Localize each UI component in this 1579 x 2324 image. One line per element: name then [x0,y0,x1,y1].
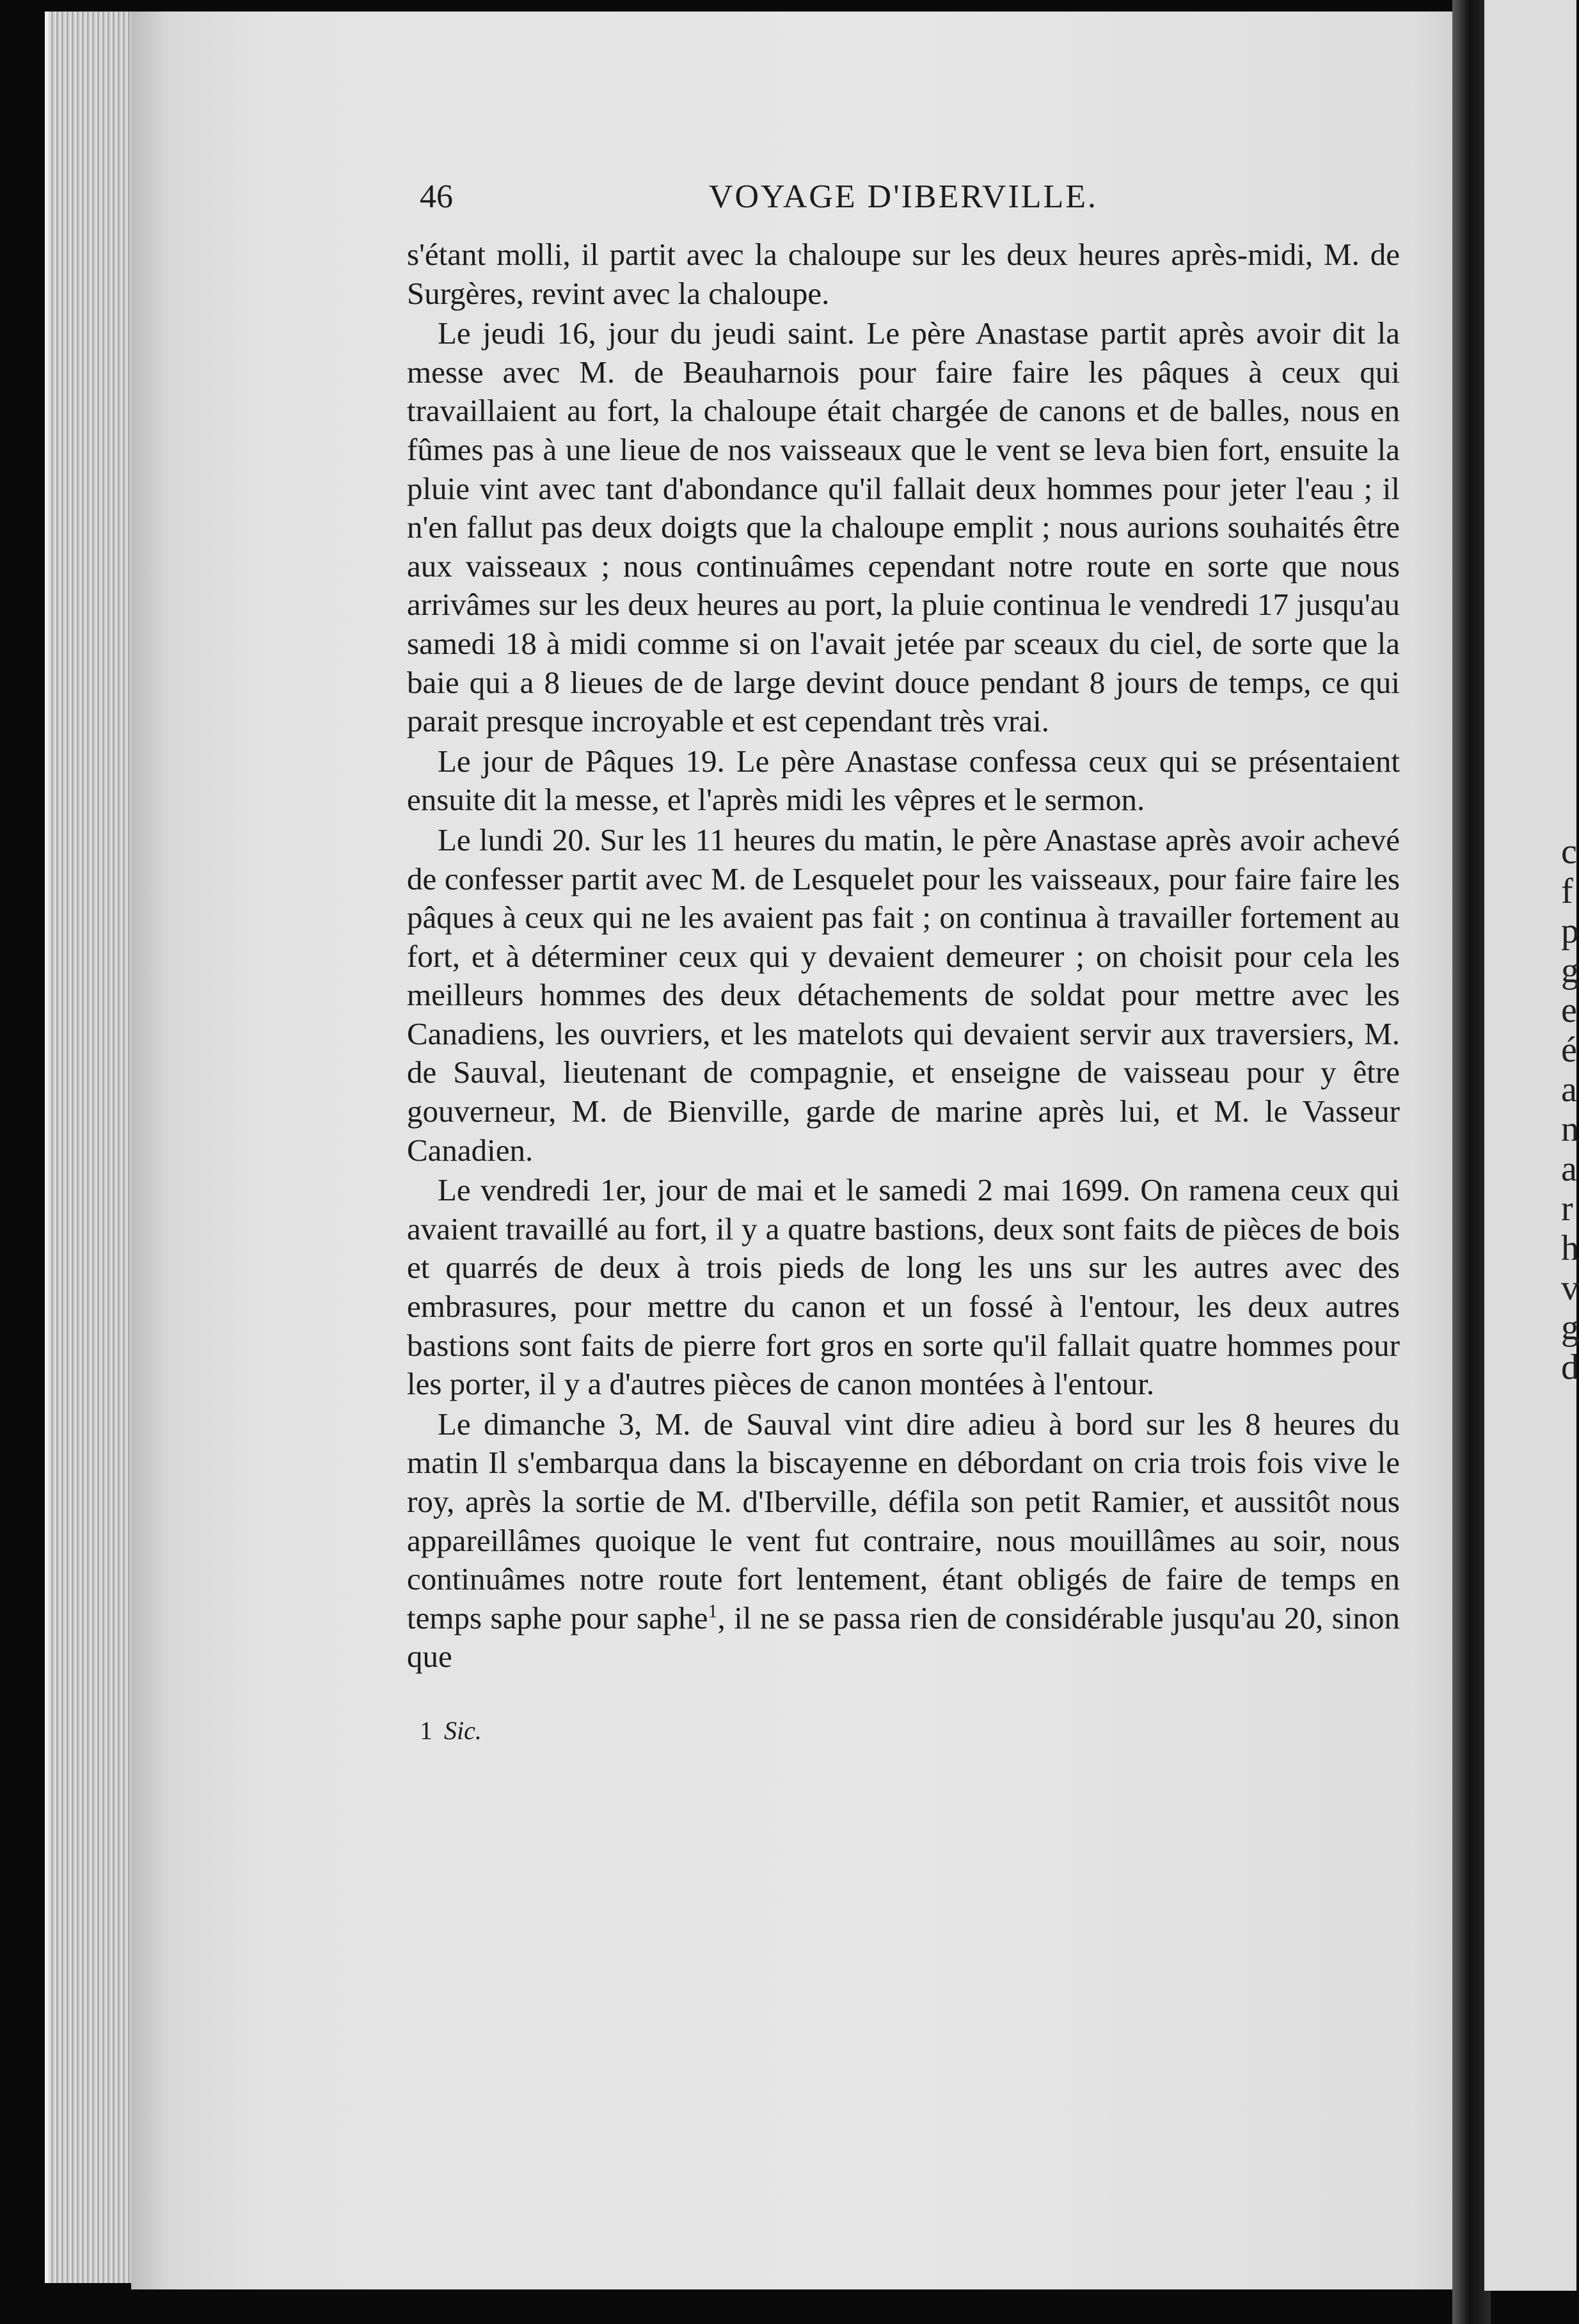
facing-page-letter: g [1561,1308,1579,1348]
paragraph [407,1405,1400,1676]
facing-page-letter: v [1561,1268,1579,1308]
footnote-reference: 1 [708,1600,718,1622]
facing-page-letter: c [1561,832,1577,872]
body-text [407,235,1400,1676]
paragraph: Le jeudi 16, jour du jeudi saint. Le père Anastase partit après avoir dit la messe avec M. de Beauharnois pour faire faire les pâques à ceux qui travaillaient au fort, la chaloupe était chargée de canons et de balles, nous en fûmes pas à une lieue de nos vaisseaux que le vent se leva bien fort, ensuite la pluie vint avec tant d'abondance qu'il fallait deux hommes pour jeter l'eau ; il n'en fallut pas deux doigts que la chaloupe emplit ; nous aurions souhaités être aux vaisseaux ; nous continuâmes cependant notre route en sorte que nous arrivâmes sur les deux heures au port, la pluie continua le vendredi 17 jusqu'au samedi 18 à midi comme si on l'avait jetée par sceaux du ciel, de sorte que la baie qui a 8 lieues de de large devint douce pendant 8 jours de temps, ce qui parait presque incroyable et est cependant très vrai. [407,315,1400,739]
paragraph: Le vendredi 1er, jour de mai et le samedi 2 mai 1699. On ramena ceux qui avaient travaillé au fort, il y a quatre bastions, deux sont faits de pièces de bois et quarrés de deux à trois pieds de long les uns sur les autres avec des embrasures, pour mettre du canon et un fossé à l'entour, les deux autres bastions sont faits de pierre fort gros en sorte qu'il fallait quatre hommes pour les porter, il y a d'autres pièces de canon montées à l'entour. [407,1172,1400,1402]
facing-page-letter: é [1561,1030,1577,1070]
facing-page-letter: e [1561,991,1577,1030]
running-title: VOYAGE D'IBERVILLE. [708,179,1099,215]
text-block [407,171,1400,1747]
facing-page-letter: g [1561,951,1579,991]
facing-page-letter: a [1561,1070,1577,1110]
book-page-edges [45,12,145,2283]
facing-page-text-fragments [1561,832,1579,1387]
facing-page-letter: h [1561,1229,1579,1268]
paragraph: Le jour de Pâques 19. Le père Anastase confessa ceux qui se présentaient ensuite dit la messe, et l'après midi les vêpres et le sermon. [407,743,1400,818]
facing-page-letter: p [1561,911,1579,951]
footnote [407,1715,1400,1747]
facing-page-letter: n [1561,1110,1579,1149]
footnote-text: Sic. [444,1715,482,1745]
facing-page-letter: a [1561,1149,1577,1189]
page-number: 46 [420,179,453,215]
running-head [407,171,1400,223]
facing-page-letter: f [1561,872,1573,911]
paragraph: Le lundi 20. Sur les 11 heures du matin, le père Anastase après avoir achevé de confesser partit avec M. de Lesquelet pour les vaisseaux, pour faire faire les pâques à ceux qui ne les avaient pas fait ; on continua à travailler fortement au fort, et à déterminer ceux qui y devaient demeurer ; on choisit pour cela les meilleurs hommes des deux détachements de soldat pour mettre avec les Canadiens, les ouvriers, et les matelots qui devaient servir aux traversiers, M. de Sauval, lieutenant de compagnie, et enseigne de vaisseau pour y être gouverneur, M. de Bienville, garde de marine après lui, et M. le Vasseur Canadien. [407,822,1400,1168]
paragraph-text: , il ne se passa rien de considérable jusqu'au 20, sinon que [407,1600,1400,1675]
facing-page-letter: d [1561,1348,1579,1387]
paragraph-text: Le dimanche 3, M. de Sauval vint dire adieu à bord sur les 8 heures du matin Il s'embarqua dans la biscayenne en débordant on cria trois fois vive le roy, après la sortie de M. d'Iberville, défila son petit Ramier, et aussitôt nous appareillâmes quoique le vent fut contraire, nous mouillâmes au soir, nous continuâmes notre route fort lentement, étant obligés de faire de temps en temps saphe pour saphe [407,1406,1400,1636]
facing-page-letter: r [1561,1189,1573,1229]
paragraph: s'étant molli, il partit avec la chaloupe sur les deux heures après-midi, M. de Surgères, revint avec la chaloupe. [407,237,1400,311]
footnote-mark: 1 [420,1715,432,1745]
